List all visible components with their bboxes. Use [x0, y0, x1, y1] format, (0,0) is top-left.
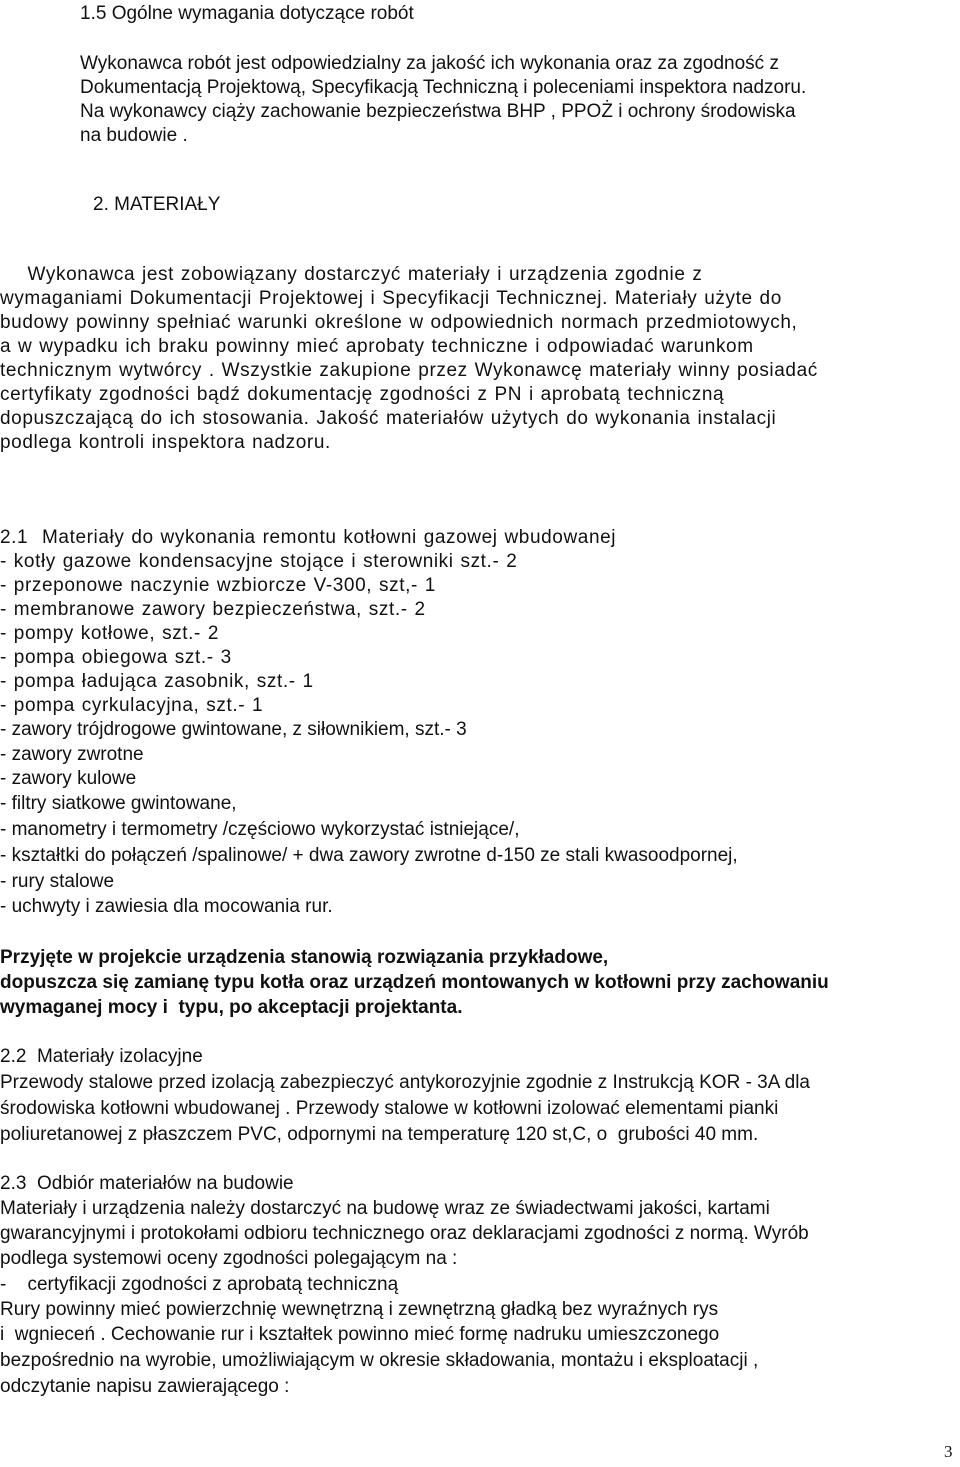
- section-2-heading: 2. MATERIAŁY: [93, 194, 221, 215]
- section-2-2-heading: 2.2 Materiały izolacyjne: [0, 1046, 203, 1067]
- page-number: 3: [944, 1442, 953, 1461]
- list-item: - pompa cyrkulacyjna, szt.- 1: [0, 695, 264, 716]
- paragraph-line: Materiały i urządzenia należy dostarczyć na budowę wraz ze świadectwami jakości, kartami: [0, 1198, 770, 1219]
- paragraph-line: Rury powinny mieć powierzchnię wewnętrzną i zewnętrzną gładką bez wyraźnych rys: [0, 1299, 719, 1320]
- list-item: - pompa obiegowa szt.- 3: [0, 647, 232, 668]
- paragraph-line: podlega systemowi oceny zgodności polegającym na :: [0, 1248, 458, 1269]
- paragraph-line: podlega kontroli inspektora nadzoru.: [0, 432, 331, 453]
- paragraph-line: środowiska kotłowni wbudowanej . Przewody stalowe w kotłowni izolować elementami pianki: [0, 1098, 779, 1119]
- paragraph-line: odczytanie napisu zawierającego :: [0, 1376, 290, 1397]
- paragraph-line: gwarancyjnymi i protokołami odbioru technicznego oraz deklaracjami zgodności z normą. Wyrób: [0, 1223, 809, 1244]
- paragraph-line: Przewody stalowe przed izolacją zabezpieczyć antykorozyjnie zgodnie z Instrukcją KOR - 3A dla: [0, 1072, 810, 1093]
- list-item: - zawory trójdrogowe gwintowane, z siłownikiem, szt.- 3: [0, 719, 467, 740]
- paragraph-line: Na wykonawcy ciąży zachowanie bezpieczeństwa BHP , PPOŻ i ochrony środowiska: [80, 101, 796, 122]
- paragraph-line: Wykonawca robót jest odpowiedzialny za jakość ich wykonania oraz za zgodność z: [80, 53, 779, 74]
- paragraph-line: i wgnieceń . Cechowanie rur i kształtek powinno mieć formę nadruku umieszczonego: [0, 1324, 720, 1345]
- bold-note-line: dopuszcza się zamianę typu kotła oraz urządzeń montowanych w kotłowni przy zachowaniu: [0, 972, 829, 993]
- bold-note-line: Przyjęte w projekcie urządzenia stanowią rozwiązania przykładowe,: [0, 947, 609, 968]
- list-item: - zawory zwrotne: [0, 744, 144, 765]
- list-item: - kotły gazowe kondensacyjne stojące i sterowniki szt.- 2: [0, 551, 518, 572]
- paragraph-line: technicznym wytwórcy . Wszystkie zakupione przez Wykonawcę materiały winny posiadać: [0, 360, 818, 381]
- list-item: - zawory kulowe: [0, 768, 137, 789]
- bold-note-line: wymaganej mocy i typu, po akceptacji projektanta.: [0, 997, 463, 1018]
- paragraph-line: bezpośrednio na wyrobie, umożliwiającym w okresie składowania, montażu i eksploatacji ,: [0, 1350, 759, 1371]
- list-item: - manometry i termometry /częściowo wykorzystać istniejące/,: [0, 819, 520, 840]
- list-item: - uchwyty i zawiesia dla mocowania rur.: [0, 896, 333, 917]
- paragraph-line: dopuszczającą do ich stosowania. Jakość materiałów użytych do wykonania instalacji: [0, 408, 777, 429]
- paragraph-line: Wykonawca jest zobowiązany dostarczyć materiały i urządzenia zgodnie z: [0, 264, 703, 285]
- list-item: - certyfikacji zgodności z aprobatą techniczną: [0, 1274, 399, 1295]
- paragraph-line: certyfikaty zgodności bądź dokumentację zgodności z PN i aprobatą techniczną: [0, 384, 725, 405]
- section-2-1-heading: 2.1 Materiały do wykonania remontu kotłowni gazowej wbudowanej: [0, 527, 617, 548]
- paragraph-line: budowy powinny spełniać warunki określone w odpowiednich normach przedmiotowych,: [0, 312, 798, 333]
- paragraph-line: poliuretanowej z płaszczem PVC, odpornymi na temperaturę 120 st,C, o grubości 40 mm.: [0, 1124, 759, 1145]
- list-item: - filtry siatkowe gwintowane,: [0, 793, 237, 814]
- list-item: - przeponowe naczynie wzbiorcze V-300, szt,- 1: [0, 575, 436, 596]
- section-2-3-heading: 2.3 Odbiór materiałów na budowie: [0, 1173, 294, 1194]
- paragraph-line: wymaganiami Dokumentacji Projektowej i Specyfikacji Technicznej. Materiały użyte do: [0, 288, 782, 309]
- list-item: - pompy kotłowe, szt.- 2: [0, 623, 220, 644]
- list-item: - rury stalowe: [0, 871, 115, 892]
- list-item: - pompa ładująca zasobnik, szt.- 1: [0, 671, 314, 692]
- paragraph-line: a w wypadku ich braku powinny mieć aprobaty techniczne i odpowiadać warunkom: [0, 336, 754, 357]
- paragraph-line: na budowie .: [80, 125, 188, 146]
- list-item: - membranowe zawory bezpieczeństwa, szt.- 2: [0, 599, 426, 620]
- paragraph-line: Dokumentacją Projektową, Specyfikacją Techniczną i poleceniami inspektora nadzoru.: [80, 77, 807, 98]
- section-1-5-heading: 1.5 Ogólne wymagania dotyczące robót: [80, 3, 414, 24]
- list-item: - kształtki do połączeń /spalinowe/ + dwa zawory zwrotne d-150 ze stali kwasoodpornej,: [0, 845, 738, 866]
